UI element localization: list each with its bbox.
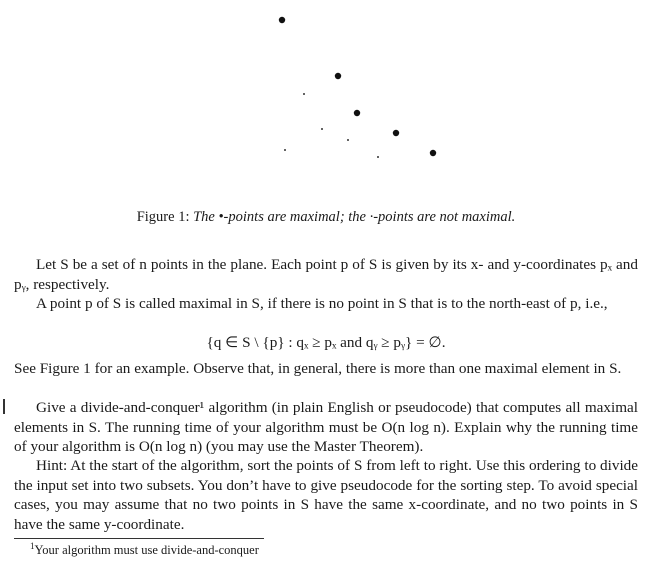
footnote-text: Your algorithm must use divide-and-conquer (34, 543, 259, 558)
paragraph-example: See Figure 1 for an example. Observe that, in general, there is more than one maximal element in S. (14, 360, 622, 377)
figure-1-point-plot (0, 0, 652, 205)
figure-caption (0, 209, 652, 226)
footnote (30, 541, 259, 558)
non-maximal-point (284, 149, 286, 151)
paragraph-task: Give a divide-and-conquer¹ algorithm (in plain English or pseudocode) that computes all maximal elements in S. The running time of your algorithm must be O(n log n). Explain why the running time of your algorithm is O(n log n) (you may use the Master Theorem). (14, 399, 638, 455)
figure-caption-text: The •-points are maximal; the ·-points are not maximal. (193, 209, 516, 225)
display-formula: {q ∈ S \ {p} : qₓ ≥ pₓ and qᵧ ≥ pᵧ} = ∅. (206, 334, 446, 351)
paragraph-definition-set: Let S be a set of n points in the plane. Each point p of S is given by its x- and y-coordinates pₓ and pᵧ, respectively. (14, 256, 638, 293)
non-maximal-point (321, 128, 323, 130)
footnote-mark: 1 (30, 541, 35, 551)
paragraph-hint: Hint: At the start of the algorithm, sort the points of S from left to right. Use this ordering to divide the input set into two subsets. You don’t have to give pseudocode for the sorting step. To avoid special cases, you may assume that no two points in S have the same x-coordinate, and no two points in S have the same y-coordinate. (14, 457, 638, 533)
paragraph-maximal-definition: A point p of S is called maximal in S, if there is no point in S that is to the north-east of p, i.e., (36, 295, 608, 312)
maximal-point (335, 73, 341, 79)
maximal-point (393, 130, 399, 136)
non-maximal-point (303, 93, 305, 95)
non-maximal-point (347, 139, 349, 141)
non-maximal-point (377, 156, 379, 158)
maximal-point (430, 150, 436, 156)
maximal-point (279, 17, 285, 23)
footnote-rule (14, 538, 264, 539)
maximal-point (354, 110, 360, 116)
margin-change-bar (3, 399, 5, 414)
figure-caption-label: Figure 1: (136, 209, 190, 225)
